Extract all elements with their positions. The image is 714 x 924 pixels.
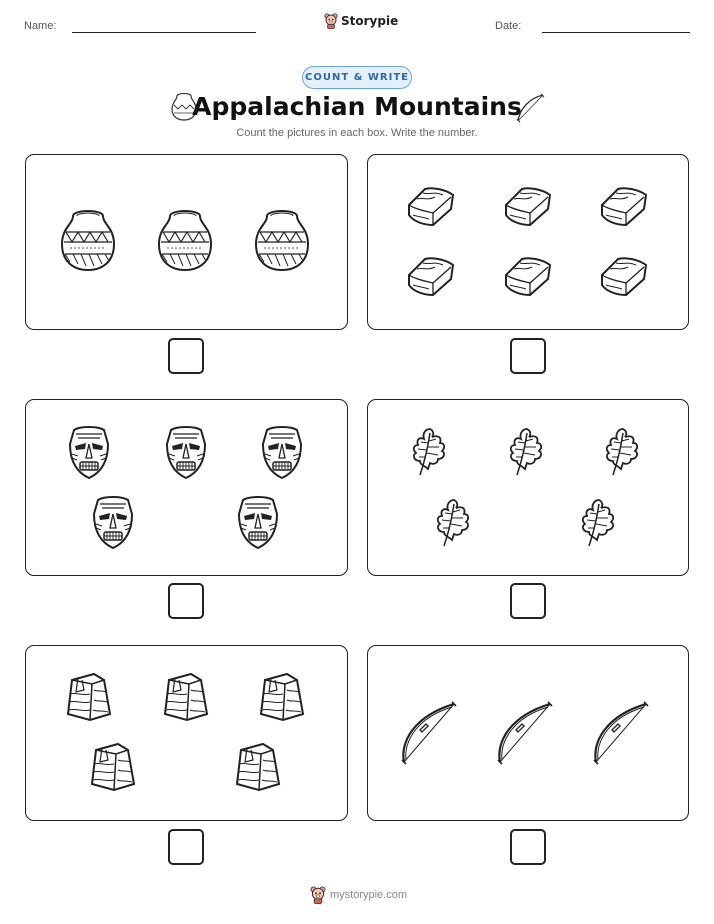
brand-logo [324, 13, 398, 29]
bow-icon [494, 700, 558, 768]
name-line[interactable] [72, 32, 256, 33]
answer-box-3[interactable] [168, 583, 204, 619]
oak-leaf-icon [408, 425, 450, 477]
stone-slab-icon [405, 183, 457, 229]
answer-box-1[interactable] [168, 338, 204, 374]
date-line[interactable] [542, 32, 690, 33]
footer-url[interactable]: mystorypie.com [330, 889, 408, 901]
clay-pot-icon [155, 208, 215, 276]
count-write-badge: COUNT & WRITE [302, 66, 412, 89]
oak-leaf-icon [577, 496, 619, 548]
answer-box-6[interactable] [510, 829, 546, 865]
answer-box-5[interactable] [168, 829, 204, 865]
stone-slab-icon [405, 253, 457, 299]
oak-leaf-icon [432, 496, 474, 548]
bear-mascot-icon [310, 886, 326, 904]
bow-icon [398, 700, 462, 768]
tribal-mask-icon [235, 494, 281, 550]
clay-pot-icon [58, 208, 118, 276]
tribal-mask-icon [259, 424, 305, 480]
stone-slab-icon [598, 253, 650, 299]
tribal-mask-icon [90, 494, 136, 550]
rock-cliff-icon [64, 670, 114, 722]
oak-leaf-icon [505, 425, 547, 477]
brand-name: Storypie [341, 14, 399, 28]
rock-cliff-icon [257, 670, 307, 722]
stone-slab-icon [502, 253, 554, 299]
footer [310, 886, 407, 904]
tribal-mask-icon [66, 424, 112, 480]
name-label: Name: [24, 20, 57, 32]
bow-icon [514, 92, 546, 124]
page-title: Appalachian Mountains [192, 92, 522, 121]
count-box-2 [367, 154, 689, 330]
stone-slab-icon [502, 183, 554, 229]
rock-cliff-icon [161, 670, 211, 722]
date-label: Date: [495, 20, 522, 32]
rock-cliff-icon [88, 740, 138, 792]
bear-mascot-icon [324, 13, 338, 29]
answer-box-2[interactable] [510, 338, 546, 374]
stone-slab-icon [598, 183, 650, 229]
oak-leaf-icon [601, 425, 643, 477]
answer-box-4[interactable] [510, 583, 546, 619]
rock-cliff-icon [233, 740, 283, 792]
tribal-mask-icon [163, 424, 209, 480]
instructions: Count the pictures in each box. Write the number. [236, 127, 478, 139]
bow-icon [590, 700, 654, 768]
clay-pot-icon [252, 208, 312, 276]
